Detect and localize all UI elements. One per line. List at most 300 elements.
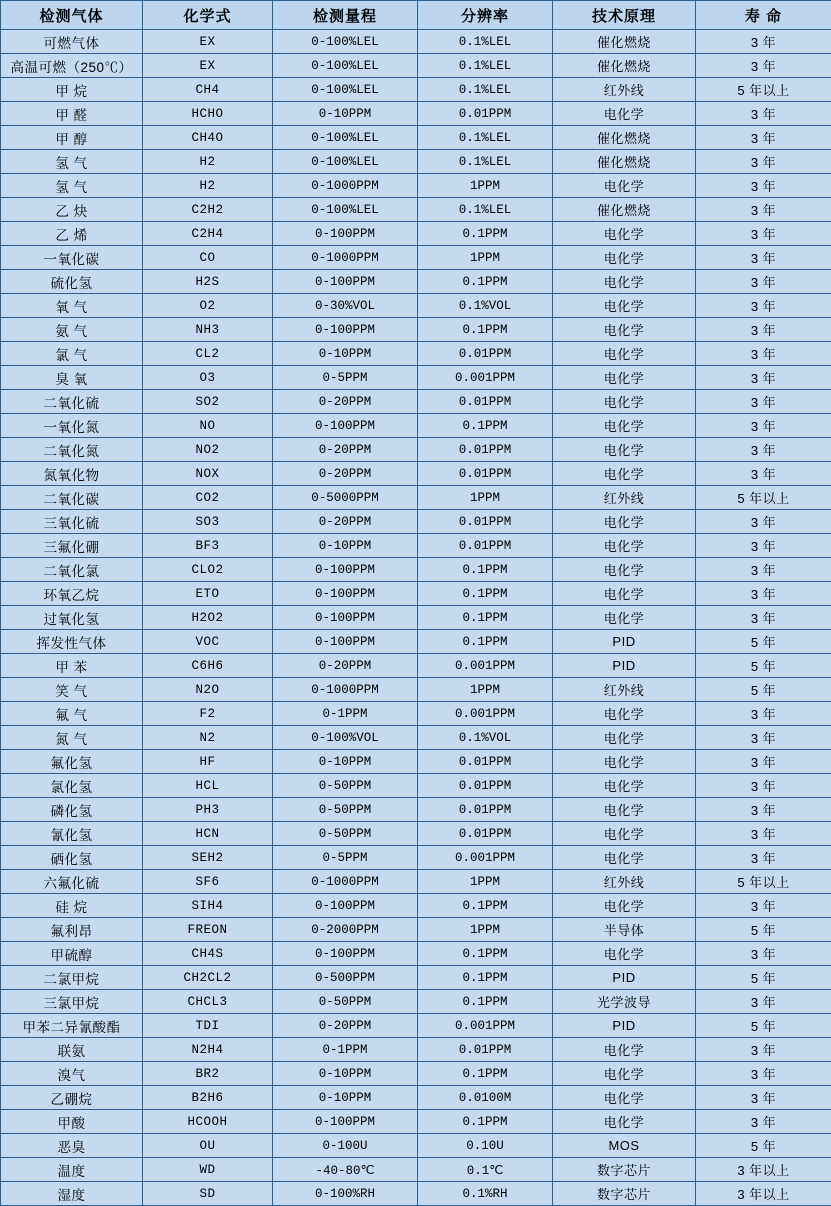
cell-detection-range: 0-20PPM xyxy=(273,510,418,534)
cell-detection-range: 0-100%LEL xyxy=(273,150,418,174)
cell-resolution: 0.1PPM xyxy=(418,318,553,342)
cell-lifetime: 3 年 xyxy=(696,894,831,918)
cell-detection-range: 0-10PPM xyxy=(273,750,418,774)
cell-chemical-formula: N2 xyxy=(143,726,273,750)
cell-chemical-formula: FREON xyxy=(143,918,273,942)
table-row xyxy=(1,534,831,558)
cell-detection-range: 0-2000PPM xyxy=(273,918,418,942)
table-row xyxy=(1,462,831,486)
cell-technical-principle: 电化学 xyxy=(553,1110,696,1134)
cell-detection-range: 0-20PPM xyxy=(273,390,418,414)
cell-lifetime: 3 年以上 xyxy=(696,1158,831,1182)
cell-resolution: 0.1PPM xyxy=(418,270,553,294)
cell-lifetime: 3 年 xyxy=(696,726,831,750)
cell-gas-name: 三氯甲烷 xyxy=(1,990,143,1014)
cell-lifetime: 5 年 xyxy=(696,678,831,702)
table-row xyxy=(1,390,831,414)
cell-resolution: 0.1%LEL xyxy=(418,30,553,54)
cell-chemical-formula: NOX xyxy=(143,462,273,486)
cell-gas-name: 甲 醇 xyxy=(1,126,143,150)
cell-chemical-formula: PH3 xyxy=(143,798,273,822)
cell-lifetime: 3 年 xyxy=(696,750,831,774)
cell-chemical-formula: EX xyxy=(143,54,273,78)
cell-gas-name: 二氧化氮 xyxy=(1,438,143,462)
cell-detection-range: 0-1000PPM xyxy=(273,678,418,702)
cell-technical-principle: 电化学 xyxy=(553,438,696,462)
cell-resolution: 1PPM xyxy=(418,918,553,942)
cell-resolution: 1PPM xyxy=(418,870,553,894)
table-row xyxy=(1,1062,831,1086)
cell-resolution: 0.01PPM xyxy=(418,1038,553,1062)
cell-chemical-formula: CH2CL2 xyxy=(143,966,273,990)
cell-resolution: 0.1%VOL xyxy=(418,294,553,318)
cell-detection-range: 0-100%LEL xyxy=(273,78,418,102)
table-row xyxy=(1,366,831,390)
cell-gas-name: 过氧化氢 xyxy=(1,606,143,630)
cell-lifetime: 5 年 xyxy=(696,1134,831,1158)
cell-resolution: 0.1PPM xyxy=(418,942,553,966)
cell-detection-range: 0-100PPM xyxy=(273,942,418,966)
cell-lifetime: 3 年 xyxy=(696,1062,831,1086)
cell-chemical-formula: WD xyxy=(143,1158,273,1182)
cell-technical-principle: 催化燃烧 xyxy=(553,198,696,222)
cell-gas-name: 甲 苯 xyxy=(1,654,143,678)
cell-lifetime: 3 年 xyxy=(696,942,831,966)
table-row xyxy=(1,1110,831,1134)
cell-gas-name: 磷化氢 xyxy=(1,798,143,822)
cell-chemical-formula: SO3 xyxy=(143,510,273,534)
cell-chemical-formula: HCHO xyxy=(143,102,273,126)
cell-resolution: 0.1%LEL xyxy=(418,198,553,222)
cell-detection-range: 0-10PPM xyxy=(273,102,418,126)
cell-chemical-formula: CHCL3 xyxy=(143,990,273,1014)
cell-lifetime: 3 年 xyxy=(696,1110,831,1134)
table-row xyxy=(1,246,831,270)
cell-technical-principle: 电化学 xyxy=(553,702,696,726)
cell-lifetime: 3 年 xyxy=(696,846,831,870)
table-row xyxy=(1,894,831,918)
cell-technical-principle: 红外线 xyxy=(553,678,696,702)
column-header-lifetime: 寿 命 xyxy=(696,1,831,30)
table-row xyxy=(1,966,831,990)
cell-detection-range: 0-100PPM xyxy=(273,270,418,294)
cell-detection-range: 0-20PPM xyxy=(273,438,418,462)
cell-resolution: 0.1%LEL xyxy=(418,126,553,150)
cell-resolution: 0.1PPM xyxy=(418,630,553,654)
table-row xyxy=(1,222,831,246)
cell-gas-name: 环氧乙烷 xyxy=(1,582,143,606)
table-row xyxy=(1,1014,831,1038)
column-header-detection-range: 检测量程 xyxy=(273,1,418,30)
cell-chemical-formula: TDI xyxy=(143,1014,273,1038)
cell-technical-principle: PID xyxy=(553,630,696,654)
cell-detection-range: 0-100PPM xyxy=(273,318,418,342)
cell-detection-range: 0-10PPM xyxy=(273,1086,418,1110)
table-row xyxy=(1,750,831,774)
cell-gas-name: 六氟化硫 xyxy=(1,870,143,894)
cell-gas-name: 甲酸 xyxy=(1,1110,143,1134)
table-row xyxy=(1,486,831,510)
cell-technical-principle: PID xyxy=(553,966,696,990)
cell-detection-range: 0-10PPM xyxy=(273,342,418,366)
cell-detection-range: 0-100%LEL xyxy=(273,30,418,54)
table-row xyxy=(1,174,831,198)
cell-resolution: 0.01PPM xyxy=(418,438,553,462)
cell-resolution: 0.01PPM xyxy=(418,510,553,534)
cell-gas-name: 氨 气 xyxy=(1,318,143,342)
cell-chemical-formula: HF xyxy=(143,750,273,774)
cell-detection-range: 0-5000PPM xyxy=(273,486,418,510)
cell-detection-range: 0-1PPM xyxy=(273,702,418,726)
cell-gas-name: 一氧化碳 xyxy=(1,246,143,270)
cell-chemical-formula: B2H6 xyxy=(143,1086,273,1110)
cell-resolution: 0.001PPM xyxy=(418,1014,553,1038)
cell-resolution: 1PPM xyxy=(418,678,553,702)
cell-lifetime: 3 年以上 xyxy=(696,1182,831,1206)
cell-resolution: 0.10U xyxy=(418,1134,553,1158)
cell-detection-range: 0-100%VOL xyxy=(273,726,418,750)
table-row xyxy=(1,798,831,822)
table-row xyxy=(1,990,831,1014)
cell-technical-principle: 电化学 xyxy=(553,846,696,870)
cell-technical-principle: 电化学 xyxy=(553,606,696,630)
cell-technical-principle: 红外线 xyxy=(553,78,696,102)
table-row xyxy=(1,654,831,678)
table-row xyxy=(1,198,831,222)
cell-chemical-formula: EX xyxy=(143,30,273,54)
cell-technical-principle: 红外线 xyxy=(553,870,696,894)
cell-gas-name: 氟利昂 xyxy=(1,918,143,942)
cell-chemical-formula: CH4 xyxy=(143,78,273,102)
cell-chemical-formula: OU xyxy=(143,1134,273,1158)
table-row xyxy=(1,54,831,78)
table-row xyxy=(1,126,831,150)
cell-detection-range: 0-20PPM xyxy=(273,1014,418,1038)
cell-technical-principle: 电化学 xyxy=(553,390,696,414)
cell-detection-range: 0-100PPM xyxy=(273,630,418,654)
cell-gas-name: 硅 烷 xyxy=(1,894,143,918)
cell-resolution: 0.001PPM xyxy=(418,846,553,870)
cell-chemical-formula: CLO2 xyxy=(143,558,273,582)
cell-chemical-formula: CO2 xyxy=(143,486,273,510)
cell-chemical-formula: SF6 xyxy=(143,870,273,894)
cell-technical-principle: 红外线 xyxy=(553,486,696,510)
cell-chemical-formula: CH4S xyxy=(143,942,273,966)
cell-gas-name: 乙 炔 xyxy=(1,198,143,222)
cell-technical-principle: 电化学 xyxy=(553,294,696,318)
table-row xyxy=(1,1182,831,1206)
cell-detection-range: 0-100%RH xyxy=(273,1182,418,1206)
cell-lifetime: 3 年 xyxy=(696,558,831,582)
cell-gas-name: 氢 气 xyxy=(1,150,143,174)
cell-lifetime: 5 年 xyxy=(696,654,831,678)
cell-detection-range: 0-20PPM xyxy=(273,462,418,486)
column-header-technical-principle: 技术原理 xyxy=(553,1,696,30)
cell-detection-range: 0-50PPM xyxy=(273,798,418,822)
cell-detection-range: 0-100%LEL xyxy=(273,126,418,150)
cell-chemical-formula: CH4O xyxy=(143,126,273,150)
cell-technical-principle: 电化学 xyxy=(553,774,696,798)
cell-detection-range: 0-1000PPM xyxy=(273,174,418,198)
cell-resolution: 0.01PPM xyxy=(418,342,553,366)
cell-resolution: 0.001PPM xyxy=(418,702,553,726)
cell-chemical-formula: HCOOH xyxy=(143,1110,273,1134)
cell-gas-name: 臭 氧 xyxy=(1,366,143,390)
table-row xyxy=(1,78,831,102)
cell-resolution: 0.1PPM xyxy=(418,1062,553,1086)
cell-lifetime: 3 年 xyxy=(696,390,831,414)
cell-lifetime: 3 年 xyxy=(696,150,831,174)
cell-technical-principle: 电化学 xyxy=(553,366,696,390)
cell-lifetime: 3 年 xyxy=(696,462,831,486)
cell-resolution: 0.01PPM xyxy=(418,462,553,486)
cell-detection-range: -40-80℃ xyxy=(273,1158,418,1182)
cell-lifetime: 5 年以上 xyxy=(696,486,831,510)
cell-lifetime: 3 年 xyxy=(696,102,831,126)
cell-lifetime: 3 年 xyxy=(696,30,831,54)
cell-gas-name: 温度 xyxy=(1,1158,143,1182)
cell-detection-range: 0-100%LEL xyxy=(273,54,418,78)
cell-chemical-formula: NO2 xyxy=(143,438,273,462)
cell-resolution: 0.1%VOL xyxy=(418,726,553,750)
cell-technical-principle: 电化学 xyxy=(553,942,696,966)
cell-gas-name: 甲 醛 xyxy=(1,102,143,126)
cell-lifetime: 3 年 xyxy=(696,342,831,366)
cell-technical-principle: 催化燃烧 xyxy=(553,30,696,54)
cell-technical-principle: 半导体 xyxy=(553,918,696,942)
table-header xyxy=(1,1,831,30)
cell-resolution: 0.01PPM xyxy=(418,534,553,558)
cell-chemical-formula: HCL xyxy=(143,774,273,798)
table-row xyxy=(1,270,831,294)
cell-detection-range: 0-100PPM xyxy=(273,558,418,582)
cell-detection-range: 0-500PPM xyxy=(273,966,418,990)
table-row xyxy=(1,774,831,798)
cell-lifetime: 3 年 xyxy=(696,1086,831,1110)
table-row xyxy=(1,318,831,342)
cell-technical-principle: 电化学 xyxy=(553,894,696,918)
cell-technical-principle: 电化学 xyxy=(553,1062,696,1086)
table-row xyxy=(1,342,831,366)
cell-lifetime: 3 年 xyxy=(696,294,831,318)
cell-technical-principle: 催化燃烧 xyxy=(553,54,696,78)
cell-detection-range: 0-100PPM xyxy=(273,414,418,438)
column-header-chemical-formula: 化学式 xyxy=(143,1,273,30)
cell-chemical-formula: SD xyxy=(143,1182,273,1206)
table-body xyxy=(1,30,831,1206)
cell-chemical-formula: CO xyxy=(143,246,273,270)
cell-lifetime: 5 年 xyxy=(696,1014,831,1038)
cell-gas-name: 甲硫醇 xyxy=(1,942,143,966)
cell-lifetime: 3 年 xyxy=(696,414,831,438)
cell-chemical-formula: BF3 xyxy=(143,534,273,558)
cell-gas-name: 一氧化氮 xyxy=(1,414,143,438)
table-row xyxy=(1,918,831,942)
cell-chemical-formula: NH3 xyxy=(143,318,273,342)
cell-chemical-formula: NO xyxy=(143,414,273,438)
cell-lifetime: 5 年 xyxy=(696,918,831,942)
table-row xyxy=(1,30,831,54)
cell-resolution: 1PPM xyxy=(418,246,553,270)
cell-detection-range: 0-100PPM xyxy=(273,894,418,918)
cell-gas-name: 甲 烷 xyxy=(1,78,143,102)
cell-lifetime: 3 年 xyxy=(696,702,831,726)
cell-gas-name: 硫化氢 xyxy=(1,270,143,294)
table-row xyxy=(1,630,831,654)
cell-resolution: 0.001PPM xyxy=(418,654,553,678)
cell-technical-principle: 催化燃烧 xyxy=(553,126,696,150)
cell-resolution: 0.1PPM xyxy=(418,1110,553,1134)
cell-gas-name: 恶臭 xyxy=(1,1134,143,1158)
cell-chemical-formula: C2H2 xyxy=(143,198,273,222)
cell-detection-range: 0-5PPM xyxy=(273,366,418,390)
cell-technical-principle: 电化学 xyxy=(553,102,696,126)
cell-technical-principle: 电化学 xyxy=(553,246,696,270)
cell-chemical-formula: SO2 xyxy=(143,390,273,414)
cell-gas-name: 联氨 xyxy=(1,1038,143,1062)
cell-gas-name: 氢 气 xyxy=(1,174,143,198)
cell-chemical-formula: F2 xyxy=(143,702,273,726)
cell-gas-name: 氧 气 xyxy=(1,294,143,318)
table-row xyxy=(1,150,831,174)
cell-resolution: 0.1%LEL xyxy=(418,150,553,174)
cell-detection-range: 0-100PPM xyxy=(273,222,418,246)
cell-detection-range: 0-30%VOL xyxy=(273,294,418,318)
cell-technical-principle: 电化学 xyxy=(553,726,696,750)
cell-gas-name: 挥发性气体 xyxy=(1,630,143,654)
cell-resolution: 0.1PPM xyxy=(418,990,553,1014)
table-row xyxy=(1,1158,831,1182)
table-row xyxy=(1,414,831,438)
table-row xyxy=(1,1086,831,1110)
cell-chemical-formula: SIH4 xyxy=(143,894,273,918)
table-row xyxy=(1,294,831,318)
table-row xyxy=(1,558,831,582)
cell-resolution: 0.1PPM xyxy=(418,894,553,918)
cell-detection-range: 0-100PPM xyxy=(273,606,418,630)
cell-technical-principle: 电化学 xyxy=(553,558,696,582)
cell-resolution: 0.1PPM xyxy=(418,582,553,606)
cell-lifetime: 3 年 xyxy=(696,174,831,198)
table-row xyxy=(1,102,831,126)
cell-gas-name: 氯化氢 xyxy=(1,774,143,798)
cell-technical-principle: 电化学 xyxy=(553,342,696,366)
cell-chemical-formula: H2 xyxy=(143,174,273,198)
cell-gas-name: 氮氧化物 xyxy=(1,462,143,486)
cell-chemical-formula: C2H4 xyxy=(143,222,273,246)
cell-chemical-formula: CL2 xyxy=(143,342,273,366)
table-row xyxy=(1,942,831,966)
cell-technical-principle: 电化学 xyxy=(553,822,696,846)
cell-gas-name: 笑 气 xyxy=(1,678,143,702)
cell-lifetime: 3 年 xyxy=(696,510,831,534)
cell-resolution: 0.0100M xyxy=(418,1086,553,1110)
cell-lifetime: 3 年 xyxy=(696,366,831,390)
cell-resolution: 0.1%RH xyxy=(418,1182,553,1206)
table-row xyxy=(1,702,831,726)
cell-gas-name: 三氧化硫 xyxy=(1,510,143,534)
cell-resolution: 0.001PPM xyxy=(418,366,553,390)
cell-technical-principle: 电化学 xyxy=(553,462,696,486)
cell-resolution: 0.1PPM xyxy=(418,222,553,246)
cell-resolution: 0.01PPM xyxy=(418,822,553,846)
cell-resolution: 0.1PPM xyxy=(418,966,553,990)
cell-chemical-formula: VOC xyxy=(143,630,273,654)
cell-chemical-formula: O3 xyxy=(143,366,273,390)
cell-lifetime: 3 年 xyxy=(696,798,831,822)
cell-detection-range: 0-100U xyxy=(273,1134,418,1158)
cell-resolution: 0.1%LEL xyxy=(418,54,553,78)
cell-lifetime: 5 年 xyxy=(696,630,831,654)
table-row xyxy=(1,582,831,606)
cell-technical-principle: 电化学 xyxy=(553,270,696,294)
table-row xyxy=(1,678,831,702)
cell-lifetime: 3 年 xyxy=(696,198,831,222)
cell-technical-principle: 数字芯片 xyxy=(553,1158,696,1182)
cell-lifetime: 5 年 xyxy=(696,966,831,990)
cell-lifetime: 3 年 xyxy=(696,318,831,342)
cell-technical-principle: 电化学 xyxy=(553,1038,696,1062)
cell-lifetime: 3 年 xyxy=(696,774,831,798)
cell-lifetime: 3 年 xyxy=(696,246,831,270)
cell-chemical-formula: O2 xyxy=(143,294,273,318)
cell-resolution: 0.01PPM xyxy=(418,750,553,774)
cell-resolution: 1PPM xyxy=(418,174,553,198)
cell-gas-name: 可燃气体 xyxy=(1,30,143,54)
table-row xyxy=(1,870,831,894)
cell-resolution: 0.1PPM xyxy=(418,414,553,438)
cell-detection-range: 0-10PPM xyxy=(273,534,418,558)
cell-lifetime: 5 年以上 xyxy=(696,78,831,102)
cell-lifetime: 3 年 xyxy=(696,438,831,462)
cell-technical-principle: PID xyxy=(553,654,696,678)
table-row xyxy=(1,510,831,534)
cell-resolution: 0.1PPM xyxy=(418,558,553,582)
cell-detection-range: 0-10PPM xyxy=(273,1062,418,1086)
cell-gas-name: 二氯甲烷 xyxy=(1,966,143,990)
table-row xyxy=(1,726,831,750)
cell-detection-range: 0-20PPM xyxy=(273,654,418,678)
cell-gas-name: 二氧化硫 xyxy=(1,390,143,414)
cell-chemical-formula: H2S xyxy=(143,270,273,294)
cell-detection-range: 0-100PPM xyxy=(273,1110,418,1134)
cell-detection-range: 0-1000PPM xyxy=(273,246,418,270)
cell-chemical-formula: BR2 xyxy=(143,1062,273,1086)
cell-chemical-formula: HCN xyxy=(143,822,273,846)
cell-gas-name: 高温可燃（250℃） xyxy=(1,54,143,78)
cell-lifetime: 3 年 xyxy=(696,126,831,150)
cell-chemical-formula: H2 xyxy=(143,150,273,174)
cell-detection-range: 0-1PPM xyxy=(273,1038,418,1062)
cell-resolution: 0.01PPM xyxy=(418,798,553,822)
cell-detection-range: 0-50PPM xyxy=(273,822,418,846)
table-row xyxy=(1,438,831,462)
cell-lifetime: 3 年 xyxy=(696,270,831,294)
cell-gas-name: 硒化氢 xyxy=(1,846,143,870)
cell-lifetime: 3 年 xyxy=(696,54,831,78)
cell-technical-principle: 电化学 xyxy=(553,510,696,534)
cell-lifetime: 3 年 xyxy=(696,222,831,246)
cell-lifetime: 3 年 xyxy=(696,822,831,846)
cell-lifetime: 3 年 xyxy=(696,606,831,630)
cell-resolution: 1PPM xyxy=(418,486,553,510)
cell-resolution: 0.01PPM xyxy=(418,774,553,798)
cell-lifetime: 3 年 xyxy=(696,534,831,558)
cell-gas-name: 氰化氢 xyxy=(1,822,143,846)
cell-detection-range: 0-50PPM xyxy=(273,774,418,798)
table-row xyxy=(1,1038,831,1062)
cell-resolution: 0.01PPM xyxy=(418,390,553,414)
